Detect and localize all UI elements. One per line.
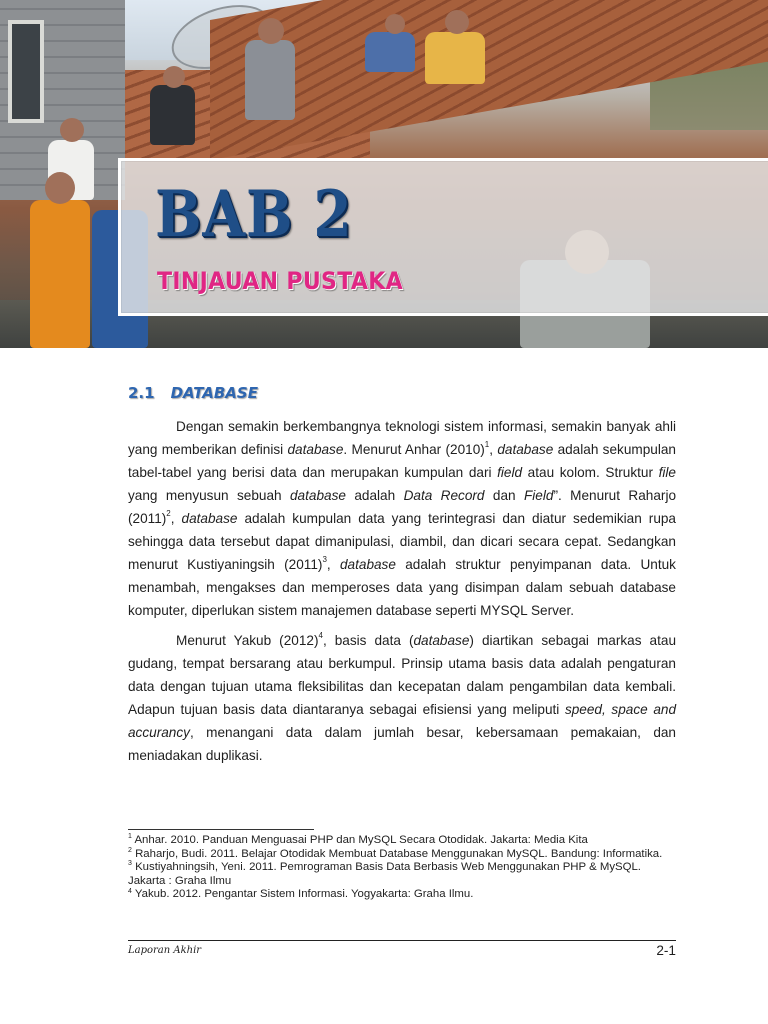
footnotes (128, 834, 676, 902)
italic-term: field (497, 465, 523, 480)
chapter-title-panel (118, 158, 768, 316)
section-number: 2.1 (128, 384, 155, 402)
footnote-number: 1 (128, 833, 132, 841)
worker-head (163, 66, 185, 88)
italic-term: database (339, 557, 396, 572)
worker-head (385, 14, 405, 34)
worker-head (45, 172, 75, 204)
worker-head (60, 118, 84, 142)
text-run: yang menyusun sebuah (128, 488, 290, 503)
footnote-ref: 3 (322, 555, 327, 565)
text-run: adalah sekumpulan tabel-tabel yang berisi data dan merupakan kumpulan dari (128, 442, 676, 480)
section-title: DATABASE (170, 384, 258, 402)
footnote-number: 3 (128, 860, 132, 868)
text-run: , (170, 511, 182, 526)
text-run: adalah kumpulan data yang terintegrasi dan diatur sedemikian rupa sehingga data tersebut dapat dimanipulasi, diambil, dan dicari secara cepat. Sedangkan menurut Kustiyaningsih (2011) (128, 511, 676, 572)
worker-figure (150, 85, 195, 145)
text-run: , (489, 442, 498, 457)
text-run: . Menurut Anhar (2010) (343, 442, 485, 457)
footnote-number: 2 (128, 846, 132, 854)
section-heading (128, 384, 258, 406)
text-run: ) diartikan sebagai markas atau gudang, tempat bersarang atau berkumpul. Prinsip utama basis data adalah pengaturan data dengan tujuan utama fleksibilitas dan kecepatan dalam pengambilan data kembali. Adapun tujuan basis data diantaranya sebagai efisiensi yang meliputi (128, 633, 676, 717)
worker-figure (365, 32, 415, 72)
footnote-number: 4 (128, 887, 132, 895)
worker-figure (245, 40, 295, 120)
chapter-number: BAB 2 (155, 177, 353, 252)
italic-term: database (181, 511, 238, 526)
footnote-text: Anhar. 2010. Panduan Menguasai PHP dan MySQL Secara Otodidak. Jakarta: Media Kita (134, 834, 588, 846)
text-run: atau kolom. Struktur (522, 465, 659, 480)
worker-head (445, 10, 469, 34)
italic-term: database (497, 442, 554, 457)
text-run: , (326, 557, 340, 572)
italic-term: database (290, 488, 346, 503)
worker-head (258, 18, 284, 44)
text-run: Menurut Yakub (2012) (176, 633, 319, 648)
footnote-ref: 4 (318, 631, 323, 641)
footnote-ref: 2 (166, 509, 171, 519)
footnote-ref: 1 (484, 440, 490, 450)
body-text (128, 415, 676, 774)
italic-term: Field (523, 488, 554, 503)
footnote-separator (128, 829, 314, 830)
paragraph (128, 629, 676, 767)
page-number: 2-1 (656, 943, 676, 958)
text-run: dan (484, 488, 524, 503)
footnote (128, 888, 676, 902)
worker-figure (30, 200, 90, 348)
italic-term: Data Record (403, 488, 485, 503)
footnote (128, 848, 676, 862)
paragraph (128, 415, 676, 622)
footnote-text: Yakub. 2012. Pengantar Sistem Informasi. Yogyakarta: Graha Ilmu. (134, 888, 474, 901)
text-run: , menangani data dalam jumlah besar, kebersamaan pemakaian, dan meniadakan duplikasi. (128, 725, 676, 763)
footnote-text: Raharjo, Budi. 2011. Belajar Otodidak Membuat Database Menggunakan MySQL. Bandung: Informatika. (135, 847, 663, 860)
text-run: Dengan semakin berkembangnya teknologi sistem informasi, semakin banyak ahli yang memberikan definisi (128, 419, 676, 457)
italic-term: database (287, 442, 344, 457)
text-run: , basis data ( (322, 633, 414, 648)
italic-term: file (658, 465, 676, 480)
footnote (128, 861, 676, 888)
footer-rule (128, 940, 676, 941)
chapter-title: TINJAUAN PUSTAKA (157, 267, 403, 295)
text-run: adalah (345, 488, 404, 503)
worker-figure (425, 32, 485, 84)
footnote-text: Kustiyahningsih, Yeni. 2011. Pemrograman Basis Data Berbasis Web Menggunakan PHP & MySQL. Jakarta : Graha Ilmu (128, 861, 641, 887)
italic-term: database (413, 633, 470, 648)
footer-label: Laporan Akhir (128, 945, 202, 956)
footnote (128, 834, 676, 848)
italic-term: speed, space and accurancy (128, 702, 677, 740)
text-run: ”. Menurut Raharjo (2011) (128, 488, 677, 526)
text-run: adalah struktur penyimpanan data. Untuk menambah, mengakses dan memperoses data yang disimpan dalam sebuah database komputer, diperlukan sistem manajemen database seperti MYSQL Server. (128, 557, 676, 618)
